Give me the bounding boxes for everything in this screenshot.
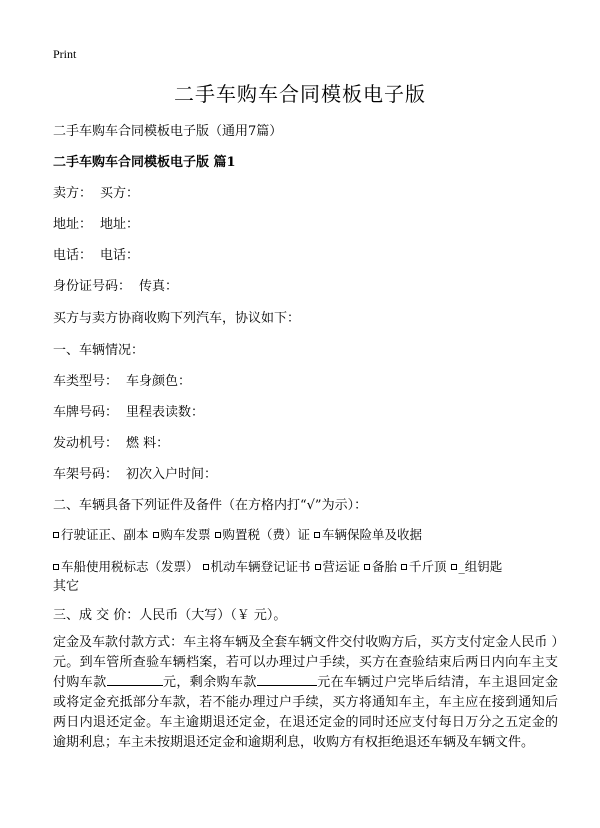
seller-buyer-row	[53, 182, 139, 201]
checkbox-icon[interactable]	[53, 564, 59, 570]
print-label: Print	[53, 47, 77, 61]
section-one-heading: 一、车辆情况：	[53, 343, 145, 358]
address-label: 地址：	[100, 217, 140, 232]
checklist-row	[53, 557, 502, 575]
engine-row	[53, 432, 169, 451]
checkbox-icon[interactable]	[315, 564, 321, 570]
vin-label: 车架号码：	[53, 467, 119, 482]
fuel-label: 燃 料：	[126, 436, 170, 451]
checkbox-icon[interactable]	[153, 532, 159, 538]
section-three-heading: 三、成 交 价：人民币（大写）（￥ 元）。	[53, 608, 287, 623]
checkbox-icon[interactable]	[203, 564, 209, 570]
checklist-row	[53, 525, 422, 543]
vehicle-type-label: 车类型号：	[53, 374, 119, 389]
plate-number-label: 车牌号码：	[53, 405, 119, 420]
payment-terms-text: 定金及车款付款方式：车主将车辆及全套车辆文件交付收购方后，买方支付定金人民币 ）元。到车管所查验车辆档案，若可以办理过户手续，买方在查验结束后两日内向车主支付购车款	[53, 635, 558, 690]
checklist-item: _组钥匙	[451, 559, 503, 574]
vin-row	[53, 463, 217, 482]
checkbox-icon[interactable]	[314, 532, 320, 538]
first-registration-label: 初次入户时间：	[126, 467, 218, 482]
id-fax-row	[53, 275, 178, 294]
checklist-item: 机动车辆登记证书	[203, 559, 311, 574]
engine-number-label: 发动机号：	[53, 436, 119, 451]
payment-terms-text: 元在车辆过户完毕后结清，车主退回定金或将定金充抵部分车款，若不能办理过户手续，买方将通知车主，车主应在接到通知后两日内退还定金。车主逾期退还定金，在退还定金的同时还应支付每日万分之五定金的逾期利息；车主未按期退还定金和逾期利息，收购方有权拒绝退还车辆及车辆文件。	[53, 675, 558, 750]
odometer-label: 里程表读数：	[126, 405, 205, 420]
checklist-item: 购车发票	[153, 527, 211, 542]
section-heading: 二手车购车合同模板电子版 篇1	[53, 155, 236, 170]
amount-blank	[257, 685, 317, 686]
id-number-label: 身份证号码：	[53, 279, 132, 294]
body-color-label: 车身颜色：	[126, 374, 192, 389]
checklist-item: 行驶证正、副本	[53, 527, 149, 542]
address-row	[53, 213, 139, 232]
document-title: 二手车购车合同模板电子版	[174, 82, 426, 106]
checklist-item: 车辆保险单及收据	[314, 527, 422, 542]
document-subtitle: 二手车购车合同模板电子版（通用7篇）	[53, 124, 283, 139]
checklist-item: 千斤顶	[401, 559, 447, 574]
checklist-item: 营运证	[315, 559, 361, 574]
phone-label: 电话：	[53, 248, 93, 263]
seller-label: 卖方：	[53, 186, 93, 201]
checklist-other: 其它	[53, 579, 80, 594]
payment-terms-text: 元，剩余购车款	[162, 675, 257, 690]
buyer-label: 买方：	[100, 186, 140, 201]
checklist-item: 备胎	[364, 559, 397, 574]
vehicle-type-row	[53, 370, 191, 389]
checkbox-icon[interactable]	[364, 564, 370, 570]
fax-label: 传真：	[139, 279, 179, 294]
checkbox-icon[interactable]	[451, 564, 457, 570]
checkbox-icon[interactable]	[53, 532, 59, 538]
phone-row	[53, 244, 139, 263]
checklist-item: 购置税（费）证	[215, 527, 311, 542]
section-two-heading: 二、车辆具备下列证件及备件（在方格内打“√”为示）：	[53, 498, 368, 513]
payment-terms-paragraph	[53, 633, 558, 753]
phone-label: 电话：	[100, 248, 140, 263]
checklist-item: 车船使用税标志（发票）	[53, 559, 199, 574]
checkbox-icon[interactable]	[215, 532, 221, 538]
plate-row	[53, 401, 204, 420]
amount-blank	[107, 685, 163, 686]
address-label: 地址：	[53, 217, 93, 232]
checkbox-icon[interactable]	[401, 564, 407, 570]
agreement-intro: 买方与卖方协商收购下列汽车，协议如下：	[53, 311, 301, 326]
